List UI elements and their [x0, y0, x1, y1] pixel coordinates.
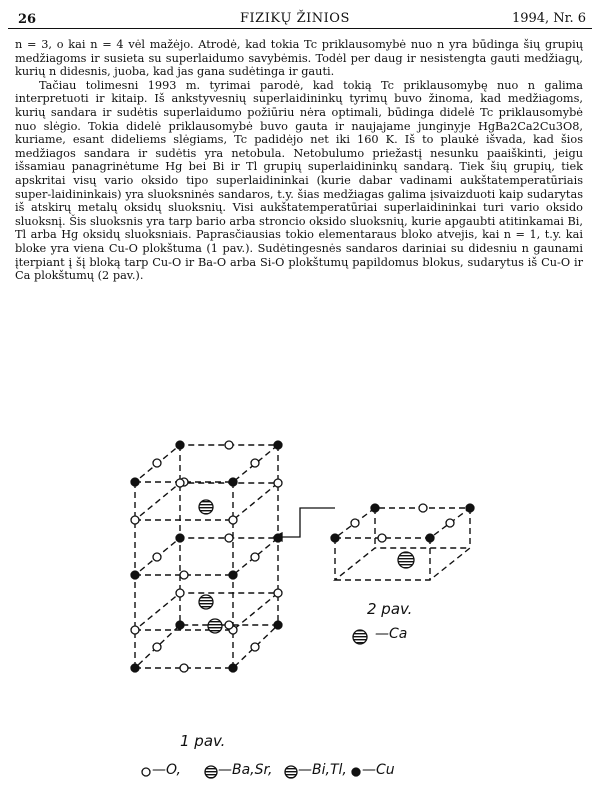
paragraph-1: n = 3, o kai n = 4 vėl mažėjo. Atrodė, kad tokia Tc priklausomybė nuo n yra būdinga šių grupių medžiagoms ir susieta su superlaidumo savybėmis. Todėl per daug ir nesistengta gauti medžiagų, kurių n didesnis, juoba, kad jas gana sudėtinga ir gauti.	[15, 38, 583, 79]
atoms-fig1	[131, 441, 282, 672]
journal-title: FIZIKŲ ŽINIOS	[240, 11, 350, 26]
legend-bismuth: —Bi,Tl,	[298, 762, 347, 778]
legend-ca: —Ca	[375, 626, 408, 642]
figure-2-label: 2 pav.	[367, 600, 413, 618]
figure-1-label: 1 pav.	[180, 732, 226, 750]
page-number: 26	[18, 12, 37, 27]
paragraph-2: Tačiau tolimesni 1993 m. tyrimai parodė, kad tokią Tc priklausomybę nuo n galima interpretuoti ir kitaip. Iš ankstyvesnių superlaidininkų tyrimų buvo žinoma, kad medžiagoms, kurių sandara ir sudėtis superlaidumo požiūriu nėra optimali, būdinga didelė Tc priklausomybė nuo slėgio. Tokia didelė priklausomybė buvo gauta ir naujajame junginyje HgBa2Ca2Cu3O8, kuriame, esant dideliems slėgiams, Tc padidėjo net iki 160 K. Iš to plaukė išvada, kad šios medžiagos sandara ir sudėtis yra netobula. Netobulumo priežastį nesunku paaiškinti, jeigu išsamiau panagrinėtume Hg bei Bi ir Tl grupių superlaidininkų sandarą. Tiek šių grupių, tiek apskritai visų vario oksido tipo superlaidininkai (kurie dabar vadinami aukštatemperatūriais super-laidininkais) yra sluoksninės sandaros, t.y. šias medžiagas galima įsivaizduoti kaip sudarytas iš atskirų metalų oksidų sluoksnių. Visi aukštatemperatūriai superlaidininkai turi vario oksido sluoksnį. Šis sluoksnis yra tarp bario arba stroncio oksido sluoksnių, kurie apgaubti atitinkamai Bi, Tl arba Hg oksidų sluoksniais. Paprasčiausias tokio elementaraus bloko atvejis, kai n = 1, t.y. kai bloke yra viena Cu-O plokštuma (1 pav.). Sudėtingesnės sandaros dariniai su didesniu n gaunami įterpiant į šį bloką tarp Cu-O ir Ba-O arba Si-O plokštumų papildomus blokus, sudarytus iš Cu-O ir Ca plokštumų (2 pav.).	[15, 78, 583, 283]
page-header	[8, 6, 592, 29]
atoms-fig2	[331, 504, 474, 568]
insert-arrow	[274, 508, 335, 541]
issue-info: 1994, Nr. 6	[511, 11, 586, 26]
legend-symbols	[142, 630, 367, 778]
crystal-lattice-drawing	[0, 420, 600, 799]
crystal-structure-figure	[0, 420, 600, 799]
legend-oxygen: —O,	[152, 762, 181, 778]
legend-barium: —Ba,Sr,	[218, 762, 273, 778]
legend-copper: —Cu	[362, 762, 395, 778]
article-text	[15, 38, 583, 283]
